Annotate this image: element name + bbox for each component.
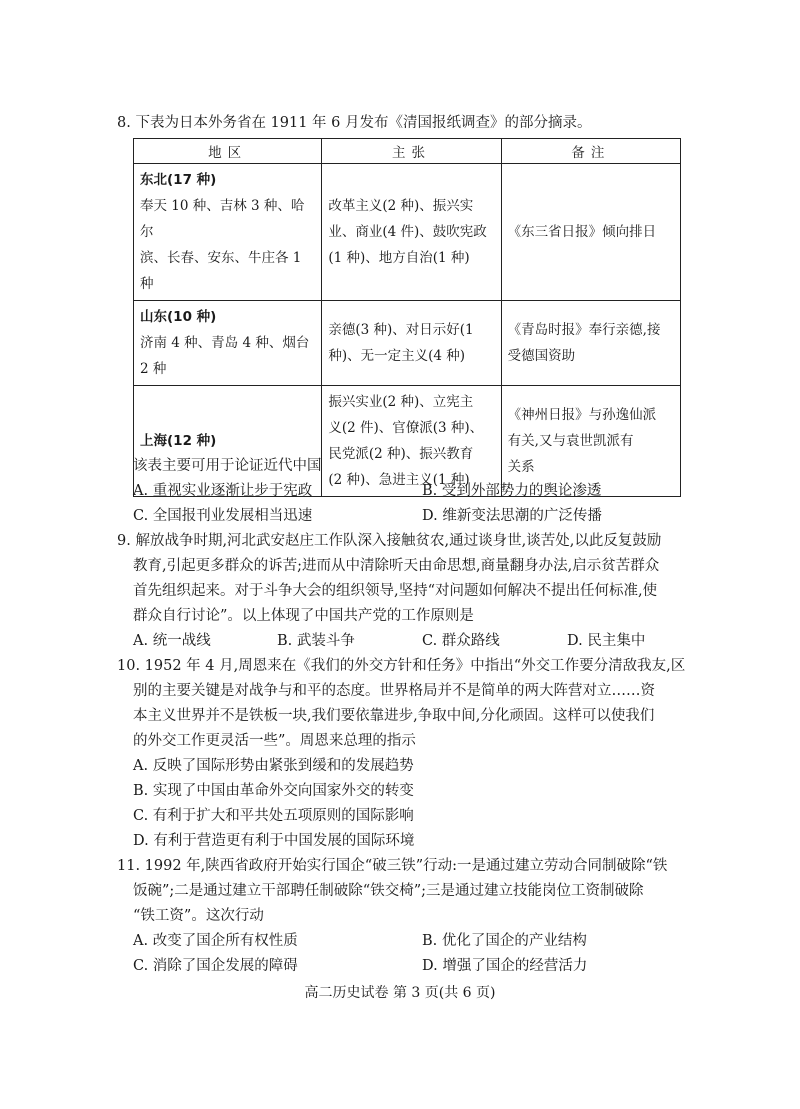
region-line: 滨、长春、安东、牛庄各 1 种 <box>140 250 302 292</box>
header-claims: 主张 <box>322 139 501 164</box>
q10-option-b[interactable]: B. 实现了中国由革命外交向国家外交的转变 <box>133 783 414 799</box>
q8-option-d[interactable]: D. 维新变法思潮的广泛传播 <box>422 508 602 524</box>
q8-option-b[interactable]: B. 受到外部势力的舆论渗透 <box>422 483 602 499</box>
newspaper-survey-table <box>133 138 681 497</box>
q9-stem-line: 9. 解放战争时期,河北武安赵庄工作队深入接触贫农,通过谈身世,谈苦处,以此反复鼓励 <box>117 533 662 549</box>
q8-option-c[interactable]: C. 全国报刊业发展相当迅速 <box>133 508 313 524</box>
q10-stem-line: 10. 1952 年 4 月,周恩来在《我们的外交方针和任务》中指出“外交工作要分清敌我友,区 <box>117 658 686 674</box>
region-line: 2 种 <box>140 361 167 377</box>
page-footer: 高二历史试卷 第 3 页(共 6 页) <box>304 985 496 1001</box>
region-title: 山东(10 种) <box>140 309 217 325</box>
q9-option-d[interactable]: D. 民主集中 <box>567 633 646 649</box>
notes-line: 《东三省日报》倾向排日 <box>507 224 657 240</box>
notes-line: 受德国资助 <box>507 348 576 364</box>
table-row <box>134 301 681 386</box>
q11-stem-line: 11. 1992 年,陕西省政府开始实行国企“破三铁”行动:一是通过建立劳动合同制破除“铁 <box>117 858 668 874</box>
claims-line: 亲德(3 种)、对日示好(1 <box>328 322 474 338</box>
claims-line: (2 种)、急进主义(1 种) <box>328 472 470 488</box>
q11-stem-line: 饭碗”;二是通过建立干部聘任制破除“铁交椅”;三是通过建立技能岗位工资制破除 <box>133 883 644 899</box>
notes-cell <box>501 164 680 301</box>
notes-line: 《青岛时报》奉行亲德,接 <box>507 322 661 338</box>
q8-stem: 8. 下表为日本外务省在 1911 年 6 月发布《清国报纸调查》的部分摘录。 <box>117 115 592 131</box>
region-line: 奉天 10 种、吉林 3 种、哈尔 <box>140 198 305 240</box>
q11-stem-line: “铁工资”。这次行动 <box>133 908 264 924</box>
q8-option-a[interactable]: A. 重视实业逐渐让步于宪政 <box>133 483 313 499</box>
claims-line: 振兴实业(2 种)、立宪主 <box>328 394 474 410</box>
q10-stem-line: 别的主要关键是对战争与和平的态度。世界格局并不是简单的两大阵营对立……资 <box>133 683 655 699</box>
notes-line: 有关,又与袁世凯派有 <box>507 433 634 449</box>
region-cell <box>134 164 322 301</box>
q9-option-a[interactable]: A. 统一战线 <box>133 633 211 649</box>
region-title: 上海(12 种) <box>140 433 217 449</box>
claims-line: 民党派(2 种)、振兴教育 <box>328 446 474 462</box>
region-title: 东北(17 种) <box>140 172 217 188</box>
q9-stem-line: 首先组织起来。对于斗争大会的组织领导,坚持“对问题如何解决不提出任何标准,使 <box>133 583 658 599</box>
q11-option-c[interactable]: C. 消除了国企发展的障碍 <box>133 958 298 974</box>
claims-line: 种)、无一定主义(4 种) <box>328 348 466 364</box>
q9-option-c[interactable]: C. 群众路线 <box>422 633 500 649</box>
q11-option-d[interactable]: D. 增强了国企的经营活力 <box>422 958 588 974</box>
q9-stem-line: 教育,引起更多群众的诉苦;进而从中清除听天由命思想,商量翻身办法,启示贫苦群众 <box>133 558 660 574</box>
claims-line: 改革主义(2 种)、振兴实 <box>328 198 474 214</box>
claims-line: (1 种)、地方自治(1 种) <box>328 250 470 266</box>
region-cell <box>134 301 322 386</box>
q8-question: 该表主要可用于论证近代中国 <box>133 458 322 474</box>
q10-option-c[interactable]: C. 有利于扩大和平共处五项原则的国际影响 <box>133 808 414 824</box>
q11-option-b[interactable]: B. 优化了国企的产业结构 <box>422 933 587 949</box>
table-row <box>134 164 681 301</box>
q10-stem-line: 本主义世界并不是铁板一块,我们要依靠进步,争取中间,分化顽固。这样可以使我们 <box>133 708 655 724</box>
notes-line: 关系 <box>507 459 535 475</box>
table-header-row <box>134 139 681 164</box>
q10-option-d[interactable]: D. 有利于营造更有利于中国发展的国际环境 <box>133 833 415 849</box>
claims-cell <box>322 301 501 386</box>
q11-option-a[interactable]: A. 改变了国企所有权性质 <box>133 933 298 949</box>
q10-option-a[interactable]: A. 反映了国际形势由紧张到缓和的发展趋势 <box>133 758 414 774</box>
q9-option-b[interactable]: B. 武装斗争 <box>277 633 355 649</box>
notes-cell <box>501 301 680 386</box>
claims-line: 义(2 件)、官僚派(3 种)、 <box>328 420 484 436</box>
q10-stem-line: 的外交工作更灵活一些”。周恩来总理的指示 <box>133 733 416 749</box>
region-line: 济南 4 种、青岛 4 种、烟台 <box>140 335 310 351</box>
notes-line: 《神州日报》与孙逸仙派 <box>507 407 657 423</box>
header-region: 地区 <box>134 139 322 164</box>
claims-line: 业、商业(4 件)、鼓吹宪政 <box>328 224 487 240</box>
claims-cell <box>322 164 501 301</box>
header-notes: 备注 <box>501 139 680 164</box>
q9-stem-line: 群众自行讨论”。以上体现了中国共产党的工作原则是 <box>133 608 474 624</box>
